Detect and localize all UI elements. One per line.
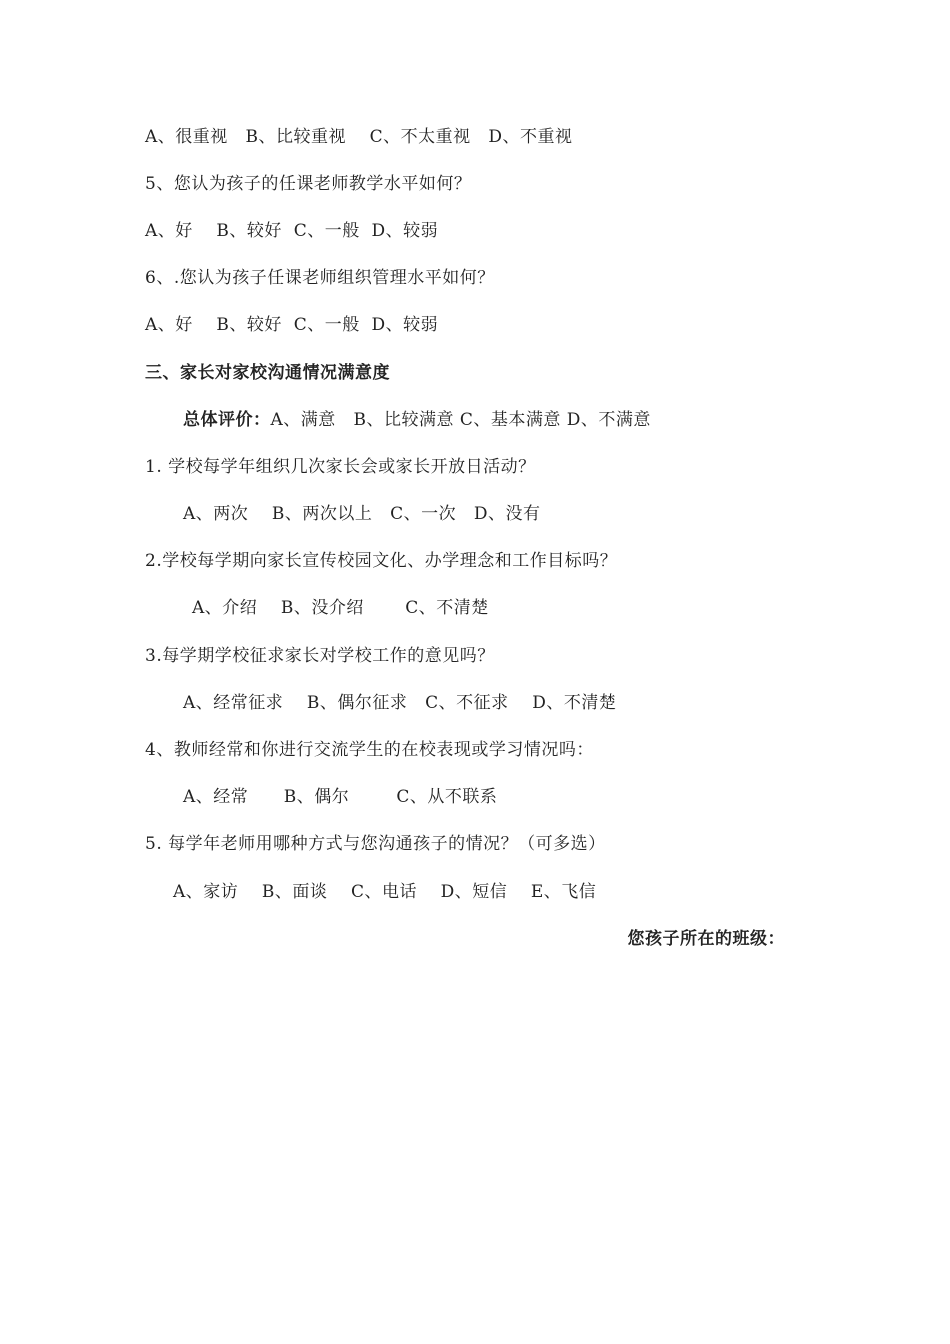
s3-question: 3.每学期学校征求家长对学校工作的意见吗？ <box>145 646 495 666</box>
s2-options: A、介绍 B、没介绍 C、不清楚 <box>192 598 489 618</box>
s1-question: 1. 学校每学年组织几次家长会或家长开放日活动？ <box>145 457 536 477</box>
s4-options: A、经常 B、偶尔 C、从不联系 <box>183 787 498 807</box>
s1-options: A、两次 B、两次以上 C、一次 D、没有 <box>183 504 541 524</box>
s4-question: 4、教师经常和你进行交流学生的在校表现或学习情况吗： <box>145 740 594 760</box>
q6-question: 6、.您认为孩子任课老师组织管理水平如何？ <box>145 268 495 288</box>
s3-options: A、经常征求 B、偶尔征求 C、不征求 D、不清楚 <box>183 693 617 713</box>
s5-options: A、家访 B、面谈 C、电话 D、短信 E、飞信 <box>173 882 597 902</box>
q6-options: A、好 B、较好 C、一般 D、较弱 <box>145 315 439 335</box>
q5-question: 5、您认为孩子的任课老师教学水平如何？ <box>145 174 472 194</box>
overall-options: A、满意 B、比较满意 C、基本满意 D、不满意 <box>270 410 651 430</box>
section-3-heading: 三、家长对家校沟通情况满意度 <box>145 363 390 383</box>
overall-evaluation <box>183 408 651 432</box>
q5-options: A、好 B、较好 C、一般 D、较弱 <box>145 221 439 241</box>
s5-question: 5. 每学年老师用哪种方式与您沟通孩子的情况？（可多选） <box>145 834 606 854</box>
q4-options: A、很重视 B、比较重视 C、不太重视 D、不重视 <box>145 127 573 147</box>
s2-question: 2.学校每学期向家长宣传校园文化、办学理念和工作目标吗？ <box>145 551 618 571</box>
overall-label: 总体评价： <box>183 410 271 430</box>
class-label: 您孩子所在的班级： <box>627 929 785 949</box>
